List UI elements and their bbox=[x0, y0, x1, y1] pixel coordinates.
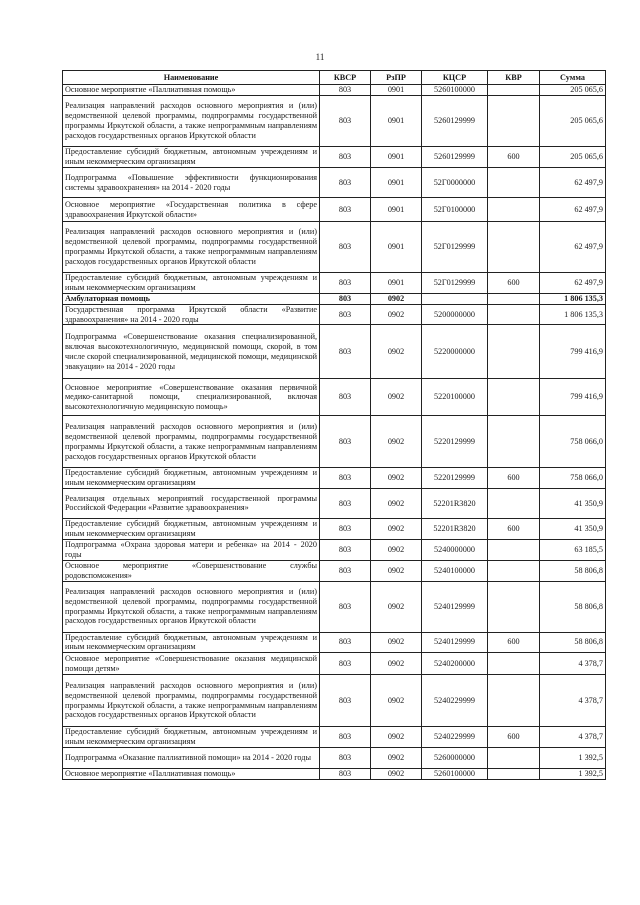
cell-kcsr: 5220100000 bbox=[422, 379, 488, 416]
cell-rzpr: 0902 bbox=[371, 560, 422, 581]
cell-sum: 58 806,8 bbox=[540, 581, 606, 632]
cell-rzpr: 0902 bbox=[371, 416, 422, 468]
cell-kcsr: 5240100000 bbox=[422, 560, 488, 581]
header-kvr: КВР bbox=[488, 71, 540, 85]
cell-kcsr: 52Г0000000 bbox=[422, 168, 488, 198]
table-row bbox=[63, 294, 606, 305]
cell-kcsr: 52Г0129999 bbox=[422, 273, 488, 294]
cell-rzpr: 0902 bbox=[371, 675, 422, 727]
cell-rzpr: 0901 bbox=[371, 85, 422, 96]
cell-kvsr: 803 bbox=[320, 198, 371, 222]
cell-name: Подпрограмма «Оказание паллиативной помощи» на 2014 - 2020 годы bbox=[63, 748, 320, 769]
cell-kvsr: 803 bbox=[320, 653, 371, 675]
cell-sum: 41 350,9 bbox=[540, 488, 606, 518]
cell-kvsr: 803 bbox=[320, 168, 371, 198]
table-row bbox=[63, 85, 606, 96]
cell-kvsr: 803 bbox=[320, 468, 371, 489]
cell-kcsr: 52201R3820 bbox=[422, 518, 488, 539]
table-row bbox=[63, 379, 606, 416]
cell-kvsr: 803 bbox=[320, 416, 371, 468]
table-row bbox=[63, 560, 606, 581]
cell-kvr bbox=[488, 96, 540, 147]
cell-sum: 4 378,7 bbox=[540, 727, 606, 748]
cell-sum: 799 416,9 bbox=[540, 379, 606, 416]
cell-rzpr: 0901 bbox=[371, 168, 422, 198]
cell-rzpr: 0901 bbox=[371, 147, 422, 168]
cell-name: Реализация направлений расходов основного мероприятия и (или) ведомственной целевой программы, подпрограммы государственной программы Иркутской области, а также непрограммным направлениям расходов государственных органов Иркутской области bbox=[63, 96, 320, 147]
budget-table bbox=[62, 70, 606, 780]
cell-name: Предоставление субсидий бюджетным, автономным учреждениям и иным некоммерческим организациям bbox=[63, 632, 320, 653]
cell-name: Реализация направлений расходов основного мероприятия и (или) ведомственной целевой программы, подпрограммы государственной программы Иркутской области, а также непрограммным направлениям расходов государственных органов Иркутской области bbox=[63, 416, 320, 468]
cell-kvsr: 803 bbox=[320, 325, 371, 379]
cell-rzpr: 0902 bbox=[371, 581, 422, 632]
cell-kcsr: 5220000000 bbox=[422, 325, 488, 379]
cell-kvr bbox=[488, 653, 540, 675]
cell-sum: 4 378,7 bbox=[540, 653, 606, 675]
cell-kvr: 600 bbox=[488, 632, 540, 653]
cell-kcsr: 5260100000 bbox=[422, 769, 488, 780]
cell-kcsr: 5260100000 bbox=[422, 85, 488, 96]
cell-sum: 1 392,5 bbox=[540, 748, 606, 769]
cell-name: Предоставление субсидий бюджетным, автономным учреждениям и иным некоммерческим организациям bbox=[63, 468, 320, 489]
cell-rzpr: 0902 bbox=[371, 632, 422, 653]
cell-kvr bbox=[488, 769, 540, 780]
cell-kvr bbox=[488, 325, 540, 379]
cell-name: Основное мероприятие «Совершенствование службы родовспоможения» bbox=[63, 560, 320, 581]
cell-kcsr: 5240000000 bbox=[422, 539, 488, 560]
cell-rzpr: 0902 bbox=[371, 727, 422, 748]
cell-kvr bbox=[488, 748, 540, 769]
cell-name: Предоставление субсидий бюджетным, автономным учреждениям и иным некоммерческим организациям bbox=[63, 518, 320, 539]
cell-rzpr: 0902 bbox=[371, 518, 422, 539]
cell-kvr: 600 bbox=[488, 727, 540, 748]
cell-sum: 205 065,6 bbox=[540, 147, 606, 168]
table-row bbox=[63, 222, 606, 273]
cell-sum: 41 350,9 bbox=[540, 518, 606, 539]
cell-kvsr: 803 bbox=[320, 581, 371, 632]
cell-sum: 1 806 135,3 bbox=[540, 304, 606, 325]
table-row bbox=[63, 769, 606, 780]
cell-kvsr: 803 bbox=[320, 85, 371, 96]
cell-kvsr: 803 bbox=[320, 632, 371, 653]
cell-kvsr: 803 bbox=[320, 518, 371, 539]
cell-kcsr: 5240129999 bbox=[422, 581, 488, 632]
header-kvsr: КВСР bbox=[320, 71, 371, 85]
table-row bbox=[63, 468, 606, 489]
cell-name: Предоставление субсидий бюджетным, автономным учреждениям и иным некоммерческим организациям bbox=[63, 727, 320, 748]
table-row bbox=[63, 727, 606, 748]
cell-kvr: 600 bbox=[488, 147, 540, 168]
cell-sum: 799 416,9 bbox=[540, 325, 606, 379]
cell-sum: 1 392,5 bbox=[540, 769, 606, 780]
cell-sum: 62 497,9 bbox=[540, 222, 606, 273]
cell-rzpr: 0901 bbox=[371, 222, 422, 273]
table-row bbox=[63, 518, 606, 539]
cell-kvr bbox=[488, 539, 540, 560]
cell-kvsr: 803 bbox=[320, 675, 371, 727]
cell-kvr bbox=[488, 198, 540, 222]
cell-kvr bbox=[488, 304, 540, 325]
cell-kcsr: 5240200000 bbox=[422, 653, 488, 675]
cell-name: Предоставление субсидий бюджетным, автономным учреждениям и иным некоммерческим организациям bbox=[63, 147, 320, 168]
cell-kcsr: 5220129999 bbox=[422, 468, 488, 489]
cell-kvr bbox=[488, 294, 540, 305]
cell-kvsr: 803 bbox=[320, 539, 371, 560]
cell-kvsr: 803 bbox=[320, 273, 371, 294]
cell-kcsr: 5200000000 bbox=[422, 304, 488, 325]
cell-rzpr: 0901 bbox=[371, 96, 422, 147]
table-row bbox=[63, 96, 606, 147]
cell-kvsr: 803 bbox=[320, 488, 371, 518]
cell-kvr bbox=[488, 379, 540, 416]
table-row bbox=[63, 539, 606, 560]
cell-sum: 4 378,7 bbox=[540, 675, 606, 727]
cell-kvr: 600 bbox=[488, 468, 540, 489]
table-row bbox=[63, 632, 606, 653]
cell-sum: 1 806 135,3 bbox=[540, 294, 606, 305]
table-row bbox=[63, 273, 606, 294]
cell-kcsr: 5220129999 bbox=[422, 416, 488, 468]
cell-kcsr: 52Г0129999 bbox=[422, 222, 488, 273]
cell-kvr bbox=[488, 488, 540, 518]
cell-name: Государственная программа Иркутской области «Развитие здравоохранения» на 2014 - 2020 годы bbox=[63, 304, 320, 325]
table-header-row bbox=[63, 71, 606, 85]
cell-rzpr: 0902 bbox=[371, 325, 422, 379]
cell-rzpr: 0902 bbox=[371, 488, 422, 518]
cell-kcsr: 52Г0100000 bbox=[422, 198, 488, 222]
cell-name: Подпрограмма «Повышение эффективности функционирования системы здравоохранения» на 2014 - 2020 годы bbox=[63, 168, 320, 198]
cell-kvsr: 803 bbox=[320, 147, 371, 168]
cell-kcsr: 5240129999 bbox=[422, 632, 488, 653]
cell-kvsr: 803 bbox=[320, 294, 371, 305]
header-name: Наименование bbox=[63, 71, 320, 85]
cell-rzpr: 0902 bbox=[371, 769, 422, 780]
cell-kvr: 600 bbox=[488, 518, 540, 539]
cell-kvsr: 803 bbox=[320, 560, 371, 581]
cell-sum: 758 066,0 bbox=[540, 416, 606, 468]
cell-kvr: 600 bbox=[488, 273, 540, 294]
cell-kvsr: 803 bbox=[320, 727, 371, 748]
cell-kvsr: 803 bbox=[320, 379, 371, 416]
header-sum: Сумма bbox=[540, 71, 606, 85]
cell-rzpr: 0902 bbox=[371, 748, 422, 769]
cell-sum: 62 497,9 bbox=[540, 198, 606, 222]
cell-kcsr: 5260129999 bbox=[422, 147, 488, 168]
cell-name: Основное мероприятие «Государственная политика в сфере здравоохранения Иркутской области» bbox=[63, 198, 320, 222]
cell-name: Реализация направлений расходов основного мероприятия и (или) ведомственной целевой программы, подпрограммы государственной программы Иркутской области, а также непрограммным направлениям расходов государственных органов Иркутской области bbox=[63, 675, 320, 727]
table-row bbox=[63, 653, 606, 675]
cell-kvsr: 803 bbox=[320, 222, 371, 273]
cell-kcsr: 5240229999 bbox=[422, 727, 488, 748]
cell-name: Предоставление субсидий бюджетным, автономным учреждениям и иным некоммерческим организациям bbox=[63, 273, 320, 294]
table-row bbox=[63, 416, 606, 468]
table-row bbox=[63, 168, 606, 198]
cell-kvsr: 803 bbox=[320, 96, 371, 147]
cell-rzpr: 0902 bbox=[371, 304, 422, 325]
header-rzpr: РзПР bbox=[371, 71, 422, 85]
cell-kcsr bbox=[422, 294, 488, 305]
cell-name: Реализация отдельных мероприятий государственной программы Российской Федерации «Развитие здравоохранения» bbox=[63, 488, 320, 518]
cell-sum: 63 185,5 bbox=[540, 539, 606, 560]
cell-kvr bbox=[488, 581, 540, 632]
cell-kvr bbox=[488, 675, 540, 727]
cell-kvsr: 803 bbox=[320, 748, 371, 769]
cell-sum: 58 806,8 bbox=[540, 560, 606, 581]
cell-name: Основное мероприятие «Паллиативная помощь» bbox=[63, 769, 320, 780]
cell-rzpr: 0902 bbox=[371, 539, 422, 560]
cell-rzpr: 0902 bbox=[371, 653, 422, 675]
cell-name: Основное мероприятие «Совершенствование оказания первичной медико-санитарной помощи, специализированной, включая высокотехнологичную медицинскую помощь» bbox=[63, 379, 320, 416]
cell-rzpr: 0902 bbox=[371, 468, 422, 489]
cell-name: Подпрограмма «Охрана здоровья матери и ребенка» на 2014 - 2020 годы bbox=[63, 539, 320, 560]
table-row bbox=[63, 748, 606, 769]
cell-name: Амбулаторная помощь bbox=[63, 294, 320, 305]
cell-sum: 58 806,8 bbox=[540, 632, 606, 653]
cell-kvr bbox=[488, 222, 540, 273]
table-body bbox=[63, 85, 606, 780]
cell-name: Реализация направлений расходов основного мероприятия и (или) ведомственной целевой программы, подпрограммы государственной программы Иркутской области, а также непрограммным направлениям расходов государственных органов Иркутской области bbox=[63, 222, 320, 273]
table-row bbox=[63, 147, 606, 168]
table-row bbox=[63, 675, 606, 727]
cell-rzpr: 0901 bbox=[371, 198, 422, 222]
cell-kcsr: 5240229999 bbox=[422, 675, 488, 727]
cell-kvsr: 803 bbox=[320, 769, 371, 780]
header-kcsr: КЦСР bbox=[422, 71, 488, 85]
cell-kvr bbox=[488, 560, 540, 581]
cell-sum: 758 066,0 bbox=[540, 468, 606, 489]
table-row bbox=[63, 304, 606, 325]
cell-kcsr: 5260000000 bbox=[422, 748, 488, 769]
cell-rzpr: 0902 bbox=[371, 294, 422, 305]
cell-kvr bbox=[488, 85, 540, 96]
cell-sum: 205 065,6 bbox=[540, 85, 606, 96]
cell-name: Подпрограмма «Совершенствование оказания специализированной, включая высокотехнологичную, медицинской помощи, скорой, в том числе скорой специализированной, медицинской помощи, медицинской эвакуации» на 2014 - 2020 годы bbox=[63, 325, 320, 379]
table-row bbox=[63, 325, 606, 379]
cell-sum: 62 497,9 bbox=[540, 168, 606, 198]
table-row bbox=[63, 198, 606, 222]
table-row bbox=[63, 488, 606, 518]
cell-kvr bbox=[488, 416, 540, 468]
cell-kcsr: 5260129999 bbox=[422, 96, 488, 147]
cell-rzpr: 0902 bbox=[371, 379, 422, 416]
cell-sum: 62 497,9 bbox=[540, 273, 606, 294]
cell-name: Основное мероприятие «Совершенствование оказания медицинской помощи детям» bbox=[63, 653, 320, 675]
cell-sum: 205 065,6 bbox=[540, 96, 606, 147]
cell-name: Реализация направлений расходов основного мероприятия и (или) ведомственной целевой программы, подпрограммы государственной программы Иркутской области, а также непрограммным направлениям расходов государственных органов Иркутской области bbox=[63, 581, 320, 632]
cell-kvsr: 803 bbox=[320, 304, 371, 325]
cell-name: Основное мероприятие «Паллиативная помощь» bbox=[63, 85, 320, 96]
cell-rzpr: 0901 bbox=[371, 273, 422, 294]
table-row bbox=[63, 581, 606, 632]
cell-kcsr: 52201R3820 bbox=[422, 488, 488, 518]
cell-kvr bbox=[488, 168, 540, 198]
page-number: 11 bbox=[315, 52, 325, 62]
